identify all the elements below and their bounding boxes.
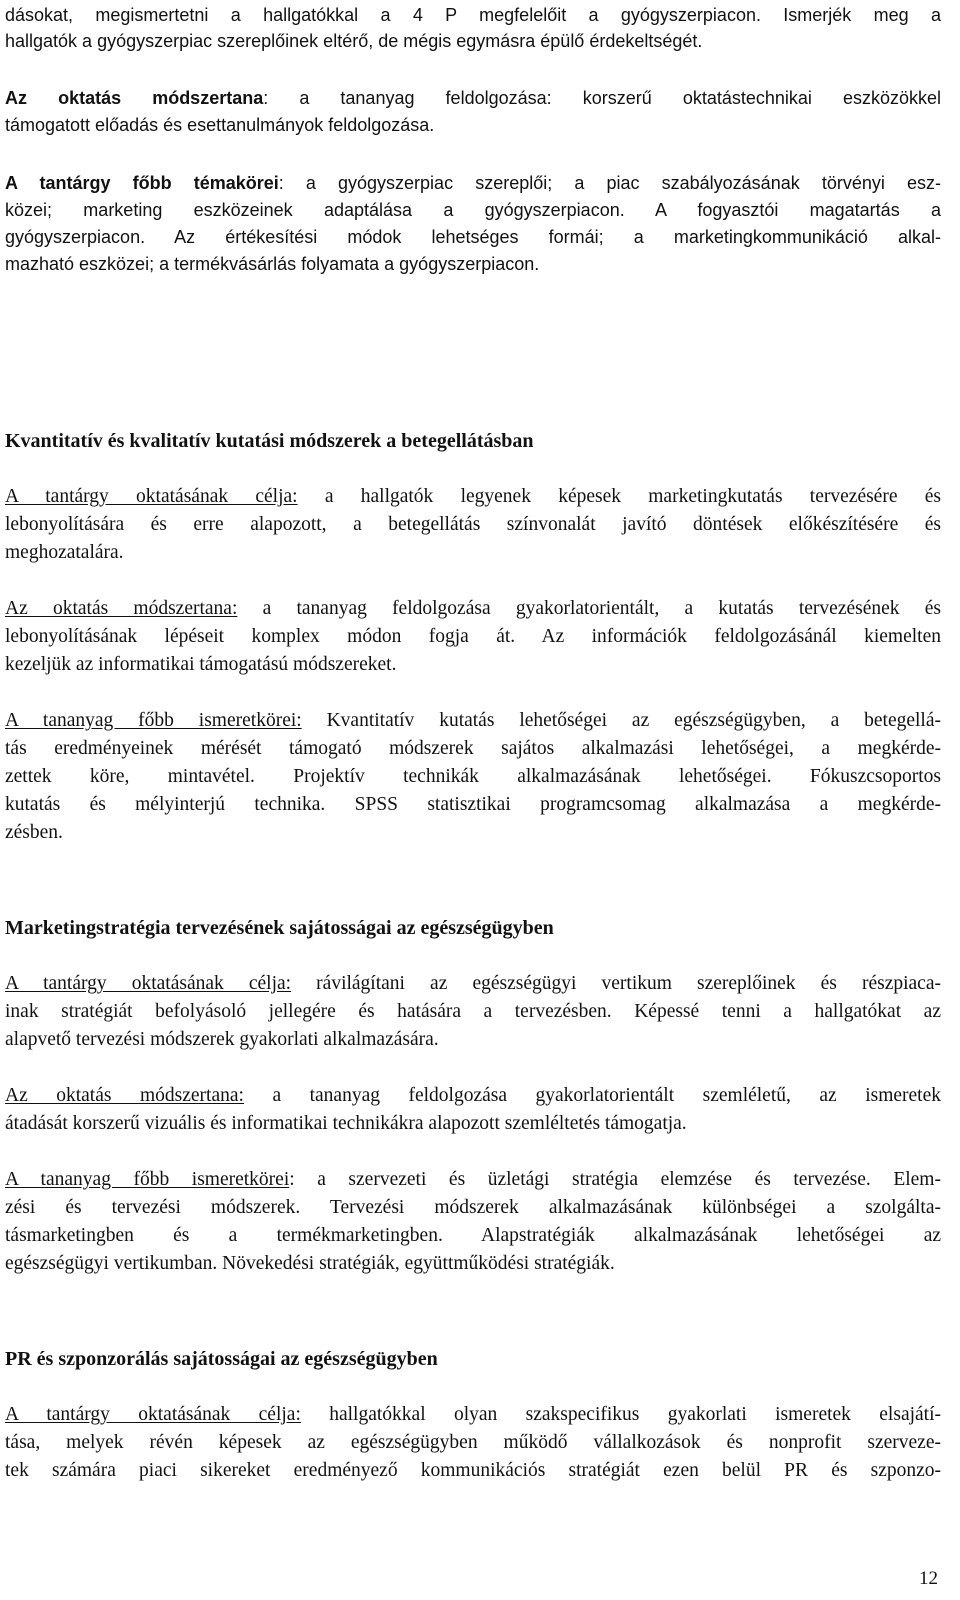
s2-topics-line-3: tásmarketingben és a termékmarketingben. Alapstratégiák alkalmazásának lehetőségei az bbox=[5, 1225, 941, 1246]
s1-topics-line-5: zésben. bbox=[5, 822, 63, 843]
s2-goal-line-3: alapvető tervezési módszerek gyakorlati alkalmazására. bbox=[5, 1029, 439, 1050]
s2-topics-line-1: A tananyag főbb ismeretkörei: a szervezeti és üzletági stratégia elemzése és tervezése. Elem- bbox=[5, 1169, 941, 1190]
s1-method-label: Az oktatás módszertana: bbox=[5, 598, 238, 619]
s2-topics-line-4: egészségügyi vertikumban. Növekedési stratégiák, együttműködési stratégiák. bbox=[5, 1253, 615, 1274]
s2-topics-line-2: zési és tervezési módszerek. Tervezési módszerek alkalmazásának különbségei a szolgálta- bbox=[5, 1197, 941, 1218]
s1-goal-line-3: meghozatalára. bbox=[5, 542, 124, 563]
s1-method-line-1: Az oktatás módszertana: a tananyag feldolgozása gyakorlatorientált, a kutatás tervezésének és bbox=[5, 598, 941, 619]
s1-topics-line-3: zettek köre, mintavétel. Projektív technikák alkalmazásának lehetőségei. Fókuszcsoportos bbox=[5, 766, 941, 787]
section-2-title: Marketingstratégia tervezésének sajátosságai az egészségügyben bbox=[5, 917, 554, 939]
s2-topics-label: A tananyag főbb ismeretkörei bbox=[5, 1169, 290, 1190]
section-3-title: PR és szponzorálás sajátosságai az egészségügyben bbox=[5, 1348, 438, 1370]
intro-line-1: dásokat, megismertetni a hallgatókkal a 4 P megfelelőit a gyógyszerpiacon. Ismerjék meg a bbox=[5, 5, 941, 25]
s1-goal-line-1: A tantárgy oktatásának célja: a hallgatók legyenek képesek marketingkutatás tervezésére és bbox=[5, 486, 941, 507]
s2-method-line-2: átadását korszerű vizuális és informatikai technikákra alapozott szemléltetés támogatja. bbox=[5, 1113, 687, 1134]
intro-topics-label: A tantárgy főbb témakörei bbox=[5, 173, 279, 193]
s2-method-label: Az oktatás módszertana: bbox=[5, 1085, 244, 1106]
intro-method-line-1: Az oktatás módszertana: a tananyag feldolgozása: korszerű oktatástechnikai eszközökkel bbox=[5, 88, 942, 108]
intro-topics-line-4: mazható eszközei; a termékvásárlás folyamata a gyógyszerpiacon. bbox=[5, 254, 540, 274]
s2-method-line-1: Az oktatás módszertana: a tananyag feldolgozása gyakorlatorientált szemléletű, az ismeretek bbox=[5, 1085, 941, 1106]
intro-topics-line-3: gyógyszerpiacon. Az értékesítési módok lehetséges formái; a marketingkommunikáció alkal- bbox=[5, 227, 941, 247]
s3-goal-line-2: tása, melyek révén képesek az egészségügyben működő vállalkozások és nonprofit szerveze- bbox=[5, 1432, 941, 1453]
intro-method-label: Az oktatás módszertana bbox=[5, 88, 264, 108]
intro-method-line-2: támogatott előadás és esettanulmányok feldolgozása. bbox=[5, 115, 435, 135]
s1-topics-line-2: tás eredményeinek mérését támogató módszerek sajátos alkalmazási lehetőségei, a megkérde- bbox=[5, 738, 941, 759]
s1-topics-label: A tananyag főbb ismeretkörei: bbox=[5, 710, 302, 731]
s1-topics-line-4: kutatás és mélyinterjú technika. SPSS statisztikai programcsomag alkalmazása a megkérde- bbox=[5, 794, 941, 815]
page-number: 12 bbox=[919, 1568, 938, 1589]
s1-method-line-3: kezeljük az informatikai támogatású módszereket. bbox=[5, 654, 397, 675]
s2-goal-line-2: inak stratégiát befolyásoló jellegére és hatására a tervezésben. Képessé tenni a hallgatókat az bbox=[5, 1001, 941, 1022]
intro-line-2: hallgatók a gyógyszerpiac szereplőinek eltérő, de mégis egymásra épülő érdekeltségét. bbox=[5, 31, 703, 51]
s2-goal-label: A tantárgy oktatásának célja: bbox=[5, 973, 292, 994]
s3-goal-line-3: tek számára piaci sikereket eredményező kommunikációs stratégiát ezen belül PR és szponzo- bbox=[5, 1460, 941, 1481]
s2-goal-line-1: A tantárgy oktatásának célja: rávilágítani az egészségügyi vertikum szereplőinek és részpiaca- bbox=[5, 973, 941, 994]
s1-goal-line-2: lebonyolítására és erre alapozott, a betegellátás színvonalát javító döntések előkészítésére és bbox=[5, 514, 941, 535]
intro-topics-line-1: A tantárgy főbb témakörei: a gyógyszerpiac szereplői; a piac szabályozásának törvényi esz- bbox=[5, 173, 941, 193]
s3-goal-line-1: A tantárgy oktatásának célja: hallgatókkal olyan szakspecifikus gyakorlati ismeretek elsajátí- bbox=[5, 1404, 941, 1425]
section-1-title: Kvantitatív és kvalitatív kutatási módszerek a betegellátásban bbox=[5, 430, 534, 452]
intro-topics-line-2: közei; marketing eszközeinek adaptálása a gyógyszerpiacon. A fogyasztói magatartás a bbox=[5, 200, 941, 220]
s1-goal-label: A tantárgy oktatásának célja: bbox=[5, 486, 298, 507]
s1-topics-line-1: A tananyag főbb ismeretkörei: Kvantitatív kutatás lehetőségei az egészségügyben, a betegellá- bbox=[5, 710, 941, 731]
s1-method-line-2: lebonyolításának lépéseit komplex módon fogja át. Az információk feldolgozásánál kiemelten bbox=[5, 626, 941, 647]
s3-goal-label: A tantárgy oktatásának célja: bbox=[5, 1404, 301, 1425]
